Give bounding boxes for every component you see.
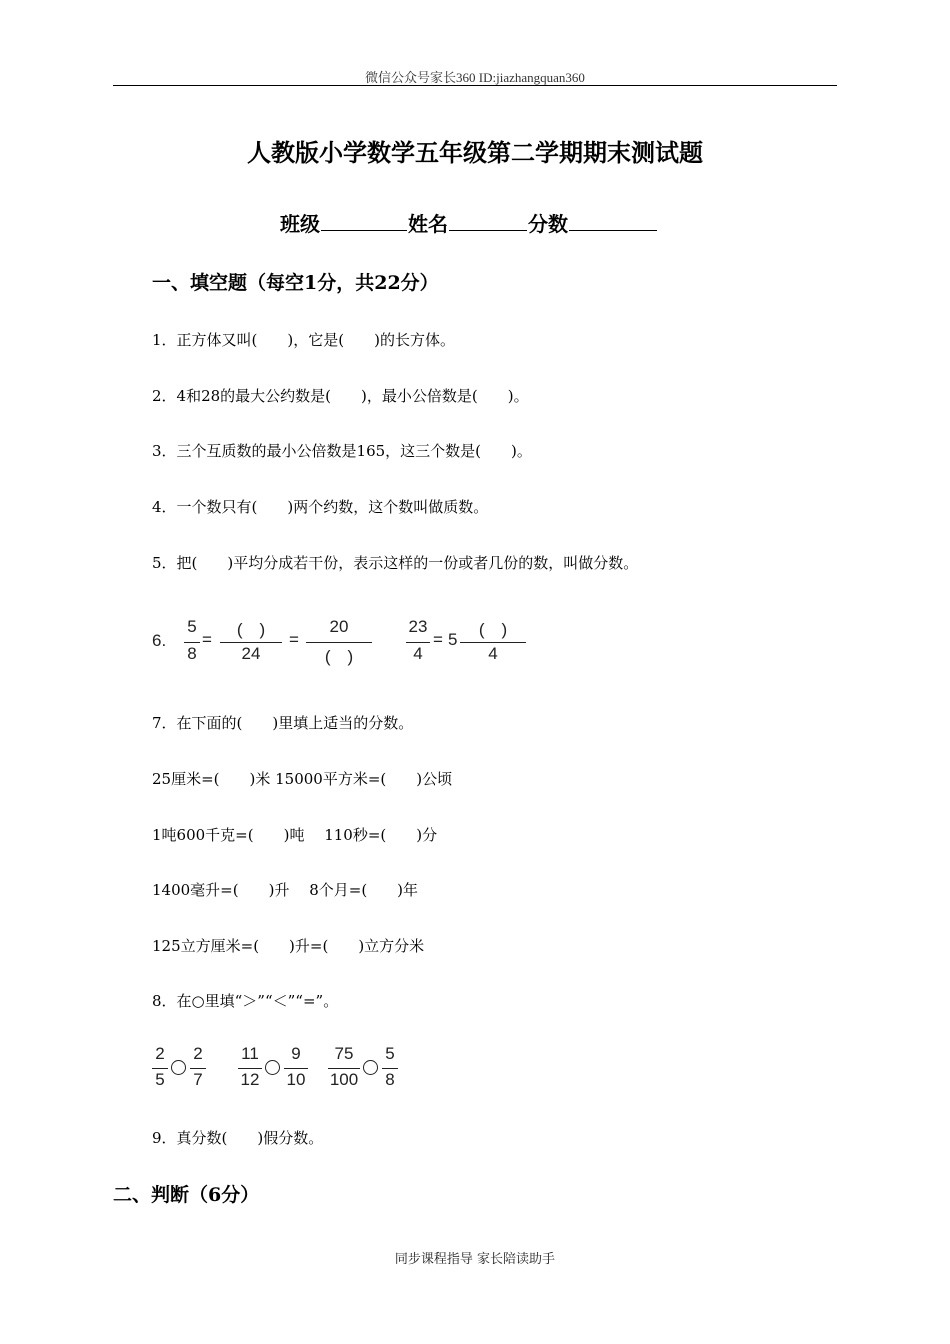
q7-line-3: 1400毫升=( )升 8个月=( )年: [152, 881, 419, 899]
question-3: 3．三个互质数的最小公倍数是165，这三个数是( )。: [152, 442, 532, 460]
q8-frac-f-bar: [382, 1068, 398, 1069]
q6-frac4-denominator: 4: [413, 644, 423, 663]
q8-frac-a-numerator: 2: [155, 1044, 165, 1063]
question-2: 2．4和28的最大公约数是( )，最小公倍数是( )。: [152, 387, 529, 405]
q8-frac-d-numerator: 9: [291, 1044, 301, 1063]
q7-line-1: 25厘米=( )米 15000平方米=( )公顷: [152, 770, 453, 788]
q6-frac2-bar: [220, 642, 282, 643]
q8-frac-c-numerator: 11: [241, 1044, 259, 1063]
q8-compare-circle-2: [265, 1060, 280, 1075]
page-footer: 同步课程指导 家长陪读助手: [394, 1252, 556, 1267]
question-7: 7．在下面的( )里填上适当的分数。: [152, 714, 414, 732]
q8-frac-d-bar: [284, 1068, 308, 1069]
q8-compare-circle-1: [171, 1060, 186, 1075]
q8-frac-a-bar: [152, 1068, 168, 1069]
q6-frac4-numerator: 23: [408, 617, 428, 636]
name-blank: [449, 229, 527, 231]
q6-frac1-bar: [184, 642, 200, 643]
q6-frac5-denominator: 4: [488, 644, 498, 663]
header-rule: [113, 85, 837, 86]
q8-frac-e-bar: [328, 1068, 360, 1069]
q8-frac-c-denominator: 12: [240, 1070, 260, 1089]
q6-frac5-bar: [460, 642, 526, 643]
q6-frac2-denominator: 24: [241, 644, 261, 663]
q8-frac-e-numerator: 75: [334, 1044, 354, 1063]
q8-frac-f-denominator: 8: [385, 1070, 395, 1089]
q6-frac3-denominator: ( ): [324, 647, 354, 666]
q8-frac-a-denominator: 5: [155, 1070, 165, 1089]
q8-frac-b-denominator: 7: [193, 1070, 203, 1089]
page-header: 微信公众号家长360 ID:jiazhangquan360: [365, 70, 585, 85]
q7-line-4: 125立方厘米=( )升=( )立方分米: [152, 937, 425, 955]
question-4: 4．一个数只有( )两个约数，这个数叫做质数。: [152, 498, 489, 516]
section-fill-in-heading: 一、填空题（每空1分，共22分）: [152, 272, 439, 294]
document-title: 人教版小学数学五年级第二学期期末测试题: [247, 138, 703, 167]
q7-line-2: 1吨600千克=( )吨 110秒=( )分: [152, 826, 438, 844]
q6-frac5-numerator: ( ): [478, 620, 508, 639]
class-blank: [321, 229, 407, 231]
q6-frac3-numerator: 20: [329, 617, 349, 636]
q6-frac1-numerator: 5: [187, 617, 197, 636]
class-label: 班级: [280, 212, 320, 236]
section-true-false-heading: 二、判断（6分）: [113, 1184, 260, 1206]
q8-frac-c-bar: [238, 1068, 262, 1069]
question-8: 8．在○里填“＞”“＜”“=”。: [152, 992, 339, 1010]
q6-frac1-denominator: 8: [187, 644, 197, 663]
question-9: 9．真分数( )假分数。: [152, 1129, 324, 1147]
q6-equals-3: =: [433, 630, 443, 649]
q8-frac-f-numerator: 5: [385, 1044, 395, 1063]
q6-whole-number: 5: [448, 630, 458, 649]
q6-equals-2: =: [289, 630, 299, 649]
score-blank: [569, 229, 657, 231]
score-label: 分数: [528, 212, 568, 236]
student-info-line: [280, 208, 658, 237]
q8-frac-b-bar: [190, 1068, 206, 1069]
question-5: 5．把( )平均分成若干份，表示这样的一份或者几份的数，叫做分数。: [152, 554, 639, 572]
q6-frac4-bar: [406, 642, 430, 643]
q8-frac-d-denominator: 10: [286, 1070, 306, 1089]
q8-frac-b-numerator: 2: [193, 1044, 203, 1063]
q8-frac-e-denominator: 100: [329, 1070, 359, 1089]
name-label: 姓名: [408, 212, 448, 236]
q8-compare-circle-3: [363, 1060, 378, 1075]
question-1: 1．正方体又叫( )，它是( )的长方体。: [152, 331, 455, 349]
q6-equals-1: =: [202, 630, 212, 649]
q6-frac2-numerator: ( ): [236, 620, 266, 639]
q6-label: 6.: [152, 631, 167, 650]
